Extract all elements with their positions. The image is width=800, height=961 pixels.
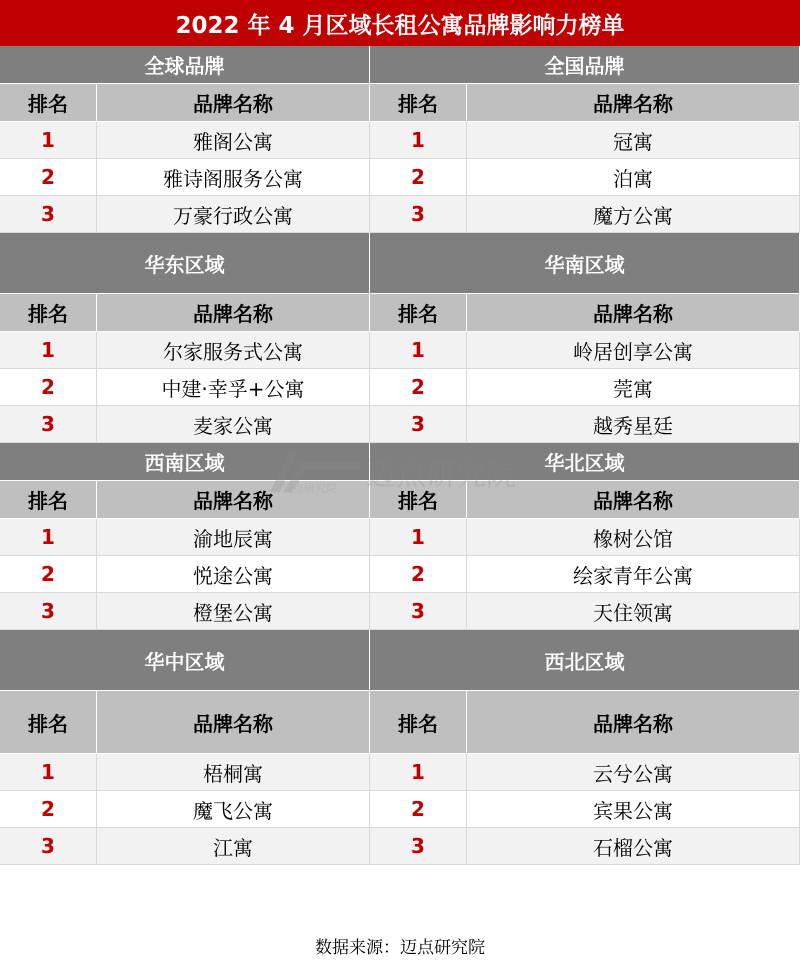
brand-column-header: 品牌名称 — [97, 294, 370, 332]
rank-column-header: 排名 — [370, 294, 467, 332]
region-title: 西南区域 — [0, 443, 370, 481]
column-header-row — [0, 84, 800, 122]
brand-column-header: 品牌名称 — [97, 84, 370, 122]
ranking-table — [0, 46, 800, 865]
brand-name-cell: 雅阁公寓 — [97, 122, 370, 159]
brand-name-cell: 莞寓 — [467, 369, 800, 406]
rank-cell: 1 — [0, 754, 97, 791]
rank-column-header: 排名 — [370, 84, 467, 122]
table-row — [0, 556, 800, 593]
brand-column-header: 品牌名称 — [467, 84, 800, 122]
brand-name-cell: 麦家公寓 — [97, 406, 370, 443]
table-row — [0, 122, 800, 159]
table-row — [0, 754, 800, 791]
table-row — [0, 196, 800, 233]
rank-column-header: 排名 — [0, 481, 97, 519]
region-header-row — [0, 443, 800, 481]
rank-cell: 2 — [0, 556, 97, 593]
brand-name-cell: 越秀星廷 — [467, 406, 800, 443]
rank-column-header: 排名 — [0, 294, 97, 332]
data-source: 数据来源：迈点研究院 — [315, 938, 485, 958]
region-title: 华中区域 — [0, 630, 370, 691]
brand-name-cell: 天住领寓 — [467, 593, 800, 630]
region-title: 华北区域 — [370, 443, 800, 481]
rank-cell: 2 — [370, 369, 467, 406]
table-row — [0, 828, 800, 865]
brand-name-cell: 尔家服务式公寓 — [97, 332, 370, 369]
brand-column-header: 品牌名称 — [467, 691, 800, 754]
rank-cell: 3 — [370, 196, 467, 233]
region-title: 全球品牌 — [0, 46, 370, 84]
rank-column-header: 排名 — [0, 691, 97, 754]
rank-cell: 3 — [0, 593, 97, 630]
rank-cell: 2 — [0, 369, 97, 406]
brand-column-header: 品牌名称 — [97, 691, 370, 754]
region-title: 全国品牌 — [370, 46, 800, 84]
brand-name-cell: 江寓 — [97, 828, 370, 865]
table-row — [0, 332, 800, 369]
rank-cell: 1 — [370, 754, 467, 791]
watermark-small-text: 迈点研究院 — [282, 482, 337, 495]
rank-cell: 3 — [0, 828, 97, 865]
rank-cell: 1 — [0, 519, 97, 556]
brand-name-cell: 雅诗阁服务公寓 — [97, 159, 370, 196]
brand-column-header: 品牌名称 — [97, 481, 370, 519]
brand-name-cell: 橡树公馆 — [467, 519, 800, 556]
rank-cell: 3 — [370, 406, 467, 443]
table-row — [0, 406, 800, 443]
brand-name-cell: 渝地辰寓 — [97, 519, 370, 556]
region-header-row — [0, 233, 800, 294]
table-row — [0, 369, 800, 406]
brand-name-cell: 冠寓 — [467, 122, 800, 159]
brand-name-cell: 中建·幸孚+公寓 — [97, 369, 370, 406]
brand-name-cell: 泊寓 — [467, 159, 800, 196]
brand-name-cell: 橙堡公寓 — [97, 593, 370, 630]
region-title: 西北区域 — [370, 630, 800, 691]
rank-cell: 2 — [0, 159, 97, 196]
rank-cell: 3 — [370, 593, 467, 630]
rank-cell: 1 — [370, 519, 467, 556]
rank-column-header: 排名 — [370, 691, 467, 754]
rank-column-header: 排名 — [370, 481, 467, 519]
column-header-row — [0, 481, 800, 519]
brand-name-cell: 宾果公寓 — [467, 791, 800, 828]
brand-column-header: 品牌名称 — [467, 294, 800, 332]
watermark-text: 迈点研究院 — [366, 458, 516, 493]
region-title: 华南区域 — [370, 233, 800, 294]
table-row — [0, 791, 800, 828]
table-row — [0, 159, 800, 196]
brand-name-cell: 万豪行政公寓 — [97, 196, 370, 233]
brand-name-cell: 岭居创享公寓 — [467, 332, 800, 369]
brand-name-cell: 魔飞公寓 — [97, 791, 370, 828]
rank-cell: 2 — [370, 159, 467, 196]
rank-cell: 1 — [370, 332, 467, 369]
region-header-row — [0, 630, 800, 691]
rank-cell: 2 — [370, 556, 467, 593]
rank-cell: 3 — [0, 196, 97, 233]
rank-cell: 3 — [0, 406, 97, 443]
brand-name-cell: 石榴公寓 — [467, 828, 800, 865]
brand-name-cell: 绘家青年公寓 — [467, 556, 800, 593]
page-title: 2022 年 4 月区域长租公寓品牌影响力榜单 — [0, 0, 800, 46]
rank-column-header: 排名 — [0, 84, 97, 122]
rank-cell: 2 — [0, 791, 97, 828]
brand-column-header: 品牌名称 — [467, 481, 800, 519]
rank-cell: 1 — [370, 122, 467, 159]
table-row — [0, 593, 800, 630]
rank-cell: 2 — [370, 791, 467, 828]
table-row — [0, 519, 800, 556]
region-header-row — [0, 46, 800, 84]
rank-cell: 3 — [370, 828, 467, 865]
column-header-row — [0, 294, 800, 332]
brand-name-cell: 悦途公寓 — [97, 556, 370, 593]
region-title: 华东区域 — [0, 233, 370, 294]
brand-name-cell: 魔方公寓 — [467, 196, 800, 233]
rank-cell: 1 — [0, 122, 97, 159]
brand-name-cell: 梧桐寓 — [97, 754, 370, 791]
brand-name-cell: 云兮公寓 — [467, 754, 800, 791]
rank-cell: 1 — [0, 332, 97, 369]
column-header-row — [0, 691, 800, 754]
